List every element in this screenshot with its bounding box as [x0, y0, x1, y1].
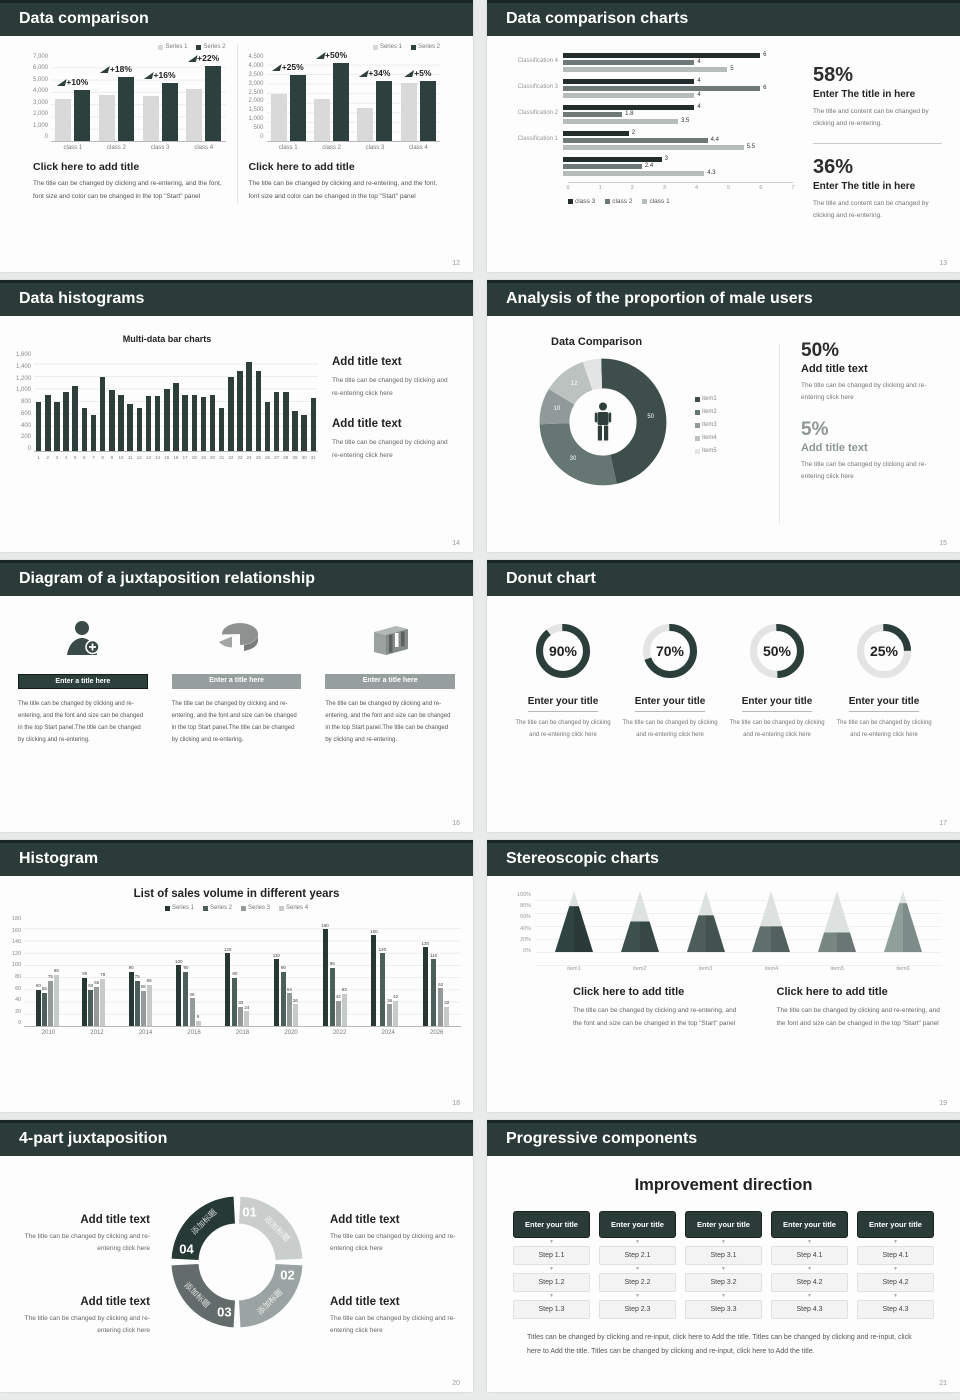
block-body: The title can be changed by clicking and re-entering click here: [330, 1233, 456, 1253]
stat-block: [801, 419, 949, 484]
page-number: 16: [452, 820, 460, 827]
down-arrow-icon: ▼: [635, 1266, 640, 1272]
page-number: 13: [939, 260, 947, 267]
male-person-icon: [591, 402, 615, 442]
stat-block: [801, 340, 949, 405]
slide-title: Data comparison: [19, 10, 149, 27]
stat-heading: Add title text: [801, 441, 868, 454]
down-arrow-icon: ▼: [635, 1239, 640, 1245]
ring-column: [729, 620, 825, 741]
footer-note: Titles can be changed by clicking and re-input, click here to Add the title. Titles can be changed by clicking and re-input, click here to Add the title. Titles can be changed by clicking and re-input, click here to Add the title.: [527, 1334, 912, 1355]
histogram-chart: Multi-data bar charts 1,600 1,400 1,200 1,000 800 600 400 200 0 1 2 3 4 5 6 7 8 9 10 11 12 13 14 15 16 17 18 19 20 21 22 23 24 25 26 27 28 29 30 31: [16, 320, 318, 480]
slide-body: [0, 596, 473, 746]
block-heading: Click here to add title: [776, 986, 888, 998]
down-arrow-icon: ▼: [721, 1266, 726, 1272]
slide-body: [487, 36, 960, 222]
slide-16-juxtaposition-relationship[interactable]: [0, 560, 473, 832]
block-heading: Add title text: [332, 356, 402, 368]
slide-14-data-histograms[interactable]: [0, 280, 473, 552]
step-box[interactable]: Step 4.3: [771, 1300, 848, 1319]
feature-card: [18, 616, 148, 746]
column-header[interactable]: Enter your title: [599, 1211, 676, 1238]
stat-heading: Enter The title in here: [813, 180, 916, 192]
down-arrow-icon: ▼: [635, 1293, 640, 1299]
text-column: [318, 320, 457, 480]
step-box[interactable]: Step 2.1: [599, 1246, 676, 1265]
card-body: The title can be changed by clicking and re-entering, and the font and size can be changed in the top Start panel.The title can be changed by clicking and re-entering.: [171, 701, 297, 743]
block-body: The title can be changed by clicking and re-entering click here: [24, 1233, 150, 1253]
down-arrow-icon: ▼: [893, 1293, 898, 1299]
slide-title: Data comparison charts: [506, 10, 689, 27]
ring-body: The title can be changed by clicking and re-entering click here: [515, 720, 611, 738]
slide-title: Stereoscopic charts: [506, 850, 659, 867]
ring-column: [515, 620, 611, 741]
section-heading: Improvement direction: [634, 1176, 813, 1194]
slide-20-4-part-juxtaposition[interactable]: [0, 1120, 473, 1392]
step-box[interactable]: Step 2.2: [599, 1273, 676, 1292]
slide-15-male-users-proportion[interactable]: [487, 280, 960, 552]
step-box[interactable]: Step 3.3: [685, 1300, 762, 1319]
ring-body: The title can be changed by clicking and re-entering click here: [622, 720, 718, 738]
progress-ring: 70%: [639, 620, 701, 682]
down-arrow-icon: ▼: [807, 1266, 812, 1272]
stat-block: [813, 143, 942, 223]
slide-body: [0, 36, 473, 204]
down-arrow-icon: ▼: [549, 1239, 554, 1245]
page-number: 19: [939, 1100, 947, 1107]
text-block: [330, 1296, 466, 1338]
slide-header: [0, 560, 473, 596]
stat-percent: 58%: [813, 64, 854, 86]
step-box[interactable]: Step 4.2: [771, 1273, 848, 1292]
feature-card: [172, 616, 302, 746]
icon-holder: [172, 616, 302, 664]
panel-heading: Click here to add title: [33, 161, 140, 173]
text-block: [332, 418, 457, 462]
stat-body: The title and content can be changed by clicking and re-entering.: [813, 108, 929, 128]
step-box[interactable]: Step 4.1: [771, 1246, 848, 1265]
stat-body: The title can be changed by clicking and re-entering click here: [801, 460, 927, 481]
ring-body: The title can be changed by clicking and re-entering click here: [836, 720, 932, 738]
slide-17-donut-chart[interactable]: [487, 560, 960, 832]
slide-body: [487, 1156, 960, 1358]
card-body: The title can be changed by clicking and re-entering, and the font and size can be changed in the top Start panel.The title can be changed by clicking and re-entering.: [18, 701, 144, 743]
slide-header: [0, 840, 473, 876]
slide-title: Histogram: [19, 850, 99, 867]
feature-card: [325, 616, 455, 746]
vertical-divider: [779, 344, 780, 524]
card-title-bar: Enter a title here: [18, 674, 148, 689]
stats-column: [793, 52, 942, 222]
slide-title: Data histograms: [19, 290, 145, 307]
pie-chart-3d-icon: [213, 619, 261, 661]
text-block: [8, 1296, 150, 1338]
progress-ring: 90%: [532, 620, 594, 682]
slide-header: [487, 280, 960, 316]
slide-18-histogram[interactable]: [0, 840, 473, 1112]
page-number: 14: [452, 540, 460, 547]
slide-12-data-comparison[interactable]: [0, 0, 473, 272]
step-column-1: [513, 1211, 590, 1319]
block-body: The title can be changed by clicking and re-entering, and the font and size can be changed in the top "Start" panel: [573, 1007, 737, 1027]
slide-title: Analysis of the proportion of male users: [506, 290, 813, 307]
chart-panel-left: [22, 44, 237, 204]
slide-19-stereoscopic-charts[interactable]: [487, 840, 960, 1112]
slide-21-progressive-components[interactable]: [487, 1120, 960, 1392]
step-box[interactable]: Step 4.1: [857, 1246, 934, 1265]
building-icon: [368, 619, 412, 661]
block-heading: Add title text: [330, 1296, 400, 1308]
slide-title: Progressive components: [506, 1130, 698, 1147]
panel-heading: Click here to add title: [248, 161, 355, 173]
text-block: [8, 1214, 150, 1256]
slide-body: [0, 876, 473, 1036]
slide-body: [487, 596, 960, 741]
card-title-bar: Enter a title here: [172, 674, 302, 689]
column-header[interactable]: Enter your title: [513, 1211, 590, 1238]
step-box[interactable]: Step 1.2: [513, 1273, 590, 1292]
page-number: 17: [939, 820, 947, 827]
step-box[interactable]: Step 3.2: [685, 1273, 762, 1292]
slide-body: [0, 316, 473, 480]
down-arrow-icon: ▼: [893, 1239, 898, 1245]
step-box[interactable]: Step 3.1: [685, 1246, 762, 1265]
segmented-ring-diagram: 01 添加标题 02 添加标题 03 添加标题 04 添加标题: [179, 1204, 295, 1320]
down-arrow-icon: ▼: [893, 1266, 898, 1272]
chart-legend: item1 item2 item3 item4 item5: [695, 396, 717, 454]
slide-body: [487, 876, 960, 1030]
block-heading: Click here to add title: [573, 986, 685, 998]
down-arrow-icon: ▼: [549, 1266, 554, 1272]
block-heading: Add title text: [330, 1214, 400, 1226]
stat-percent: 5%: [801, 418, 829, 440]
horizontal-bar-chart: Classification 4 6 4 5 Classification 3 4 6 4 Classification 2 4 1.8 3.5 Classification 1 2 4.4 5.5 3 2.4 4.3 0 1 2 3 4 5 6 7 class 3 class 2 class 1: [517, 52, 795, 205]
stat-body: The title and content can be changed by clicking and re-entering.: [813, 199, 929, 220]
text-block: [332, 356, 457, 400]
panel-body: The title can be changed by clicking and re-entering, and the font, font size and color can be changed in the top "Start" panel: [248, 180, 438, 201]
panel-body: The title can be changed by clicking and re-entering, and the font, font size and color can be changed in the top "Start" panel: [33, 180, 222, 201]
ring-heading: Enter your title: [849, 696, 920, 712]
text-block: [573, 986, 739, 1030]
page-number: 18: [452, 1100, 460, 1107]
stat-body: The title can be changed by clicking and re-entering click here: [801, 382, 927, 402]
block-heading: Add title text: [80, 1214, 150, 1226]
card-title-bar: Enter a title here: [325, 674, 455, 689]
person-add-icon: [63, 619, 103, 661]
step-columns: [513, 1211, 934, 1319]
slide-13-data-comparison-charts[interactable]: [487, 0, 960, 272]
chart-title: Data Comparison: [551, 336, 643, 348]
column-header[interactable]: Enter your title: [771, 1211, 848, 1238]
column-header[interactable]: Enter your title: [685, 1211, 762, 1238]
step-box[interactable]: Step 4.2: [857, 1273, 934, 1292]
slide-body: [487, 316, 960, 552]
down-arrow-icon: ▼: [807, 1239, 812, 1245]
step-box[interactable]: Step 1.1: [513, 1246, 590, 1265]
grouped-bar-chart: List of sales volume in different years Series 1 Series 2 Series 3 Series 4 180 160 140 120 100 80 60 40 20 0 60 55 75 85 80 60 65 78 90 75 58 68 100 90 46 9 120 80 32 24 110 90 54 36 160 96 42 53 150 120 36 42 130 110 62 32 2010 2012 2014 2016 2018 2020 2022 2024 2026: [12, 888, 461, 1036]
ring-heading: Enter your title: [528, 696, 599, 712]
slide-header: [0, 280, 473, 316]
text-row: [573, 986, 942, 1030]
grouped-bar-chart: Series 1 Series 2 7,000 6,000 5,000 4,000 3,000 2,000 1,000 0 +10% +18% +16% +22% class 1 class 2 class 3 class 4: [33, 44, 226, 151]
slide-header: [0, 0, 473, 36]
step-box[interactable]: Step 4.3: [857, 1300, 934, 1319]
ring-heading: Enter your title: [742, 696, 813, 712]
step-box[interactable]: Step 1.3: [513, 1300, 590, 1319]
icon-holder: [325, 616, 455, 664]
ring-column: [836, 620, 932, 741]
slide-header: [487, 0, 960, 36]
slide-title: Donut chart: [506, 570, 596, 587]
ring-body: The title can be changed by clicking and re-entering click here: [729, 720, 825, 738]
text-block: [330, 1214, 466, 1256]
pyramid-chart: 100% 80% 60% 40% 20% 0% item1 item2 item3 item4 item5 item6: [517, 888, 942, 972]
slide-header: [487, 840, 960, 876]
slide-header: [0, 1120, 473, 1156]
block-body: The title can be changed by clicking and re-entering click here: [332, 377, 448, 397]
step-column-2: [599, 1211, 676, 1319]
slide-title: Diagram of a juxtaposition relationship: [19, 570, 316, 587]
chart-panel-right: [237, 44, 452, 204]
stats-column: [801, 340, 949, 483]
slide-body: [0, 1156, 473, 1392]
page-number: 20: [452, 1380, 460, 1387]
down-arrow-icon: ▼: [807, 1293, 812, 1299]
down-arrow-icon: ▼: [721, 1239, 726, 1245]
stat-block: [813, 64, 942, 131]
step-column-3: [685, 1211, 762, 1319]
stat-percent: 50%: [801, 340, 840, 361]
icon-holder: [18, 616, 148, 664]
block-body: The title can be changed by clicking and re-entering click here: [24, 1315, 150, 1335]
stat-percent: 36%: [813, 155, 854, 178]
slide-title: 4-part juxtaposition: [19, 1130, 168, 1147]
page-number: 12: [452, 260, 460, 267]
block-heading: Add title text: [332, 418, 402, 430]
block-body: The title can be changed by clicking and re-entering click here: [330, 1315, 456, 1335]
down-arrow-icon: ▼: [721, 1293, 726, 1299]
step-column-5: [857, 1211, 934, 1319]
down-arrow-icon: ▼: [549, 1293, 554, 1299]
progress-ring: 50%: [746, 620, 808, 682]
stat-heading: Add title text: [801, 363, 868, 375]
slide-header: [487, 560, 960, 596]
step-column-4: [771, 1211, 848, 1319]
block-heading: Add title text: [80, 1296, 150, 1308]
card-body: The title can be changed by clicking and re-entering, and the font and size can be changed in the top Start panel.The title can be changed by clicking and re-entering.: [325, 701, 451, 743]
page-number: 15: [939, 540, 947, 547]
ring-column: [622, 620, 718, 741]
stat-heading: Enter The title in here: [813, 89, 916, 100]
slide-header: [487, 1120, 960, 1156]
block-body: The title can be changed by clicking and re-entering click here: [332, 439, 448, 459]
column-header[interactable]: Enter your title: [857, 1211, 934, 1238]
donut-chart: 50 30 10 12: [539, 358, 667, 486]
block-body: The title can be changed by clicking and re-entering, and the font and size can be changed in the top "Start" panel: [776, 1007, 940, 1027]
step-box[interactable]: Step 2.3: [599, 1300, 676, 1319]
text-block: [777, 986, 943, 1030]
page-number: 21: [939, 1380, 947, 1387]
grouped-bar-chart: Series 1 Series 2 4,500 4,000 3,500 3,000 2,500 2,000 1,500 1,000 500 0 +25% +50% +34% +5% class 1 class 2 class 3 class 4: [248, 44, 440, 151]
ring-heading: Enter your title: [635, 696, 706, 712]
progress-ring: 25%: [853, 620, 915, 682]
